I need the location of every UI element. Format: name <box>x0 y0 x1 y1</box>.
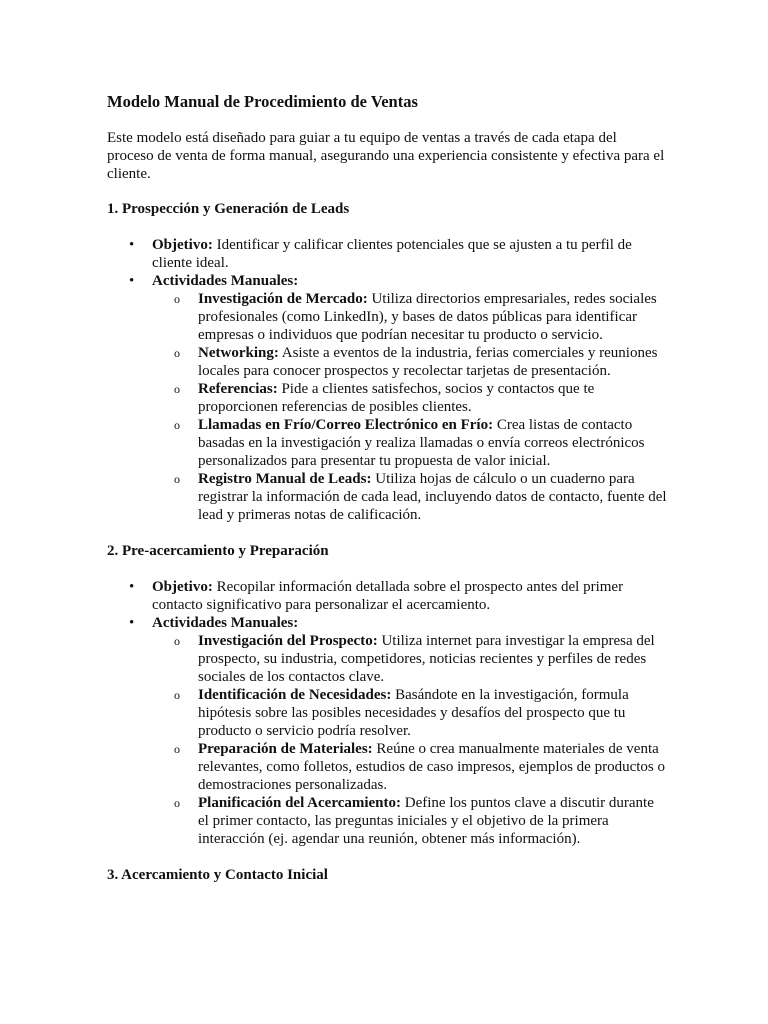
activity-item <box>152 380 667 416</box>
activity-item <box>152 794 667 848</box>
objective-text: Identificar y calificar clientes potenciales que se ajusten a tu perfil de cliente ideal. <box>152 237 632 271</box>
activity-text: Define los puntos clave a discutir durante el primer contacto, las preguntas iniciales y el objetivo de la primera interacción (ej. agendar una reunión, obtener más información). <box>198 795 654 847</box>
activity-text: Basándote en la investigación, formula hipótesis sobre las posibles necesidades y desafíos del prospecto que tu producto o servicio podría resolver. <box>198 687 629 739</box>
circle-bullet-icon: o <box>174 418 180 432</box>
circle-bullet-icon: o <box>174 742 180 756</box>
activity-label: Referencias: <box>198 381 278 397</box>
activity-text: Asiste a eventos de la industria, ferias comerciales y reuniones locales para conocer prospectos y recolectar tarjetas de presentación. <box>198 345 658 379</box>
activity-item <box>152 686 667 740</box>
activities-item <box>107 272 667 524</box>
objective-label: Objetivo: <box>152 579 213 595</box>
activity-item <box>152 740 667 794</box>
activity-item <box>152 416 667 470</box>
intro-paragraph: Este modelo está diseñado para guiar a tu equipo de ventas a través de cada etapa del proceso de venta de forma manual, asegurando una experiencia consistente y efectiva para el cliente. <box>107 130 665 182</box>
circle-bullet-icon: o <box>174 292 180 306</box>
bullet-dot-icon: • <box>129 237 135 253</box>
activity-label: Identificación de Necesidades: <box>198 687 392 703</box>
circle-bullet-icon: o <box>174 382 180 396</box>
activity-text: Utiliza directorios empresariales, redes sociales profesionales (como LinkedIn), y bases de datos públicas para identificar empresas o individuos que podrían necesitar tu producto o servicio. <box>198 291 657 343</box>
circle-bullet-icon: o <box>174 796 180 810</box>
section-heading-acercamiento: 3. Acercamiento y Contacto Inicial <box>107 867 328 883</box>
activity-label: Networking: <box>198 345 279 361</box>
activity-label: Registro Manual de Leads: <box>198 471 372 487</box>
bullet-dot-icon: • <box>129 579 135 595</box>
section-list-preacercamiento <box>107 578 667 848</box>
activities-list <box>152 290 667 524</box>
activity-label: Investigación del Prospecto: <box>198 633 378 649</box>
activity-label: Preparación de Materiales: <box>198 741 373 757</box>
circle-bullet-icon: o <box>174 472 180 486</box>
objective-label: Objetivo: <box>152 237 213 253</box>
activities-item <box>107 614 667 848</box>
activity-text: Crea listas de contacto basadas en la investigación y realiza llamadas o envía correos electrónicos personalizados para presentar tu propuesta de valor inicial. <box>198 417 645 469</box>
circle-bullet-icon: o <box>174 346 180 360</box>
objective-item <box>107 578 667 614</box>
objective-text: Recopilar información detallada sobre el prospecto antes del primer contacto significativo para personalizar el acercamiento. <box>152 579 624 613</box>
activity-item <box>152 470 667 524</box>
bullet-dot-icon: • <box>129 615 135 631</box>
activities-label: Actividades Manuales: <box>152 273 299 289</box>
section-heading-preacercamiento: 2. Pre-acercamiento y Preparación <box>107 543 329 559</box>
objective-item <box>107 236 667 272</box>
document-title: Modelo Manual de Procedimiento de Ventas <box>107 92 418 111</box>
bullet-dot-icon: • <box>129 273 135 289</box>
activity-text: Pide a clientes satisfechos, socios y contactos que te proporcionen referencias de posibles clientes. <box>198 381 595 415</box>
activity-text: Utiliza hojas de cálculo o un cuaderno para registrar la información de cada lead, incluyendo datos de contacto, fuente del lead y primeras notas de calificación. <box>198 471 667 523</box>
activities-label: Actividades Manuales: <box>152 615 299 631</box>
document-page <box>107 92 667 902</box>
section-heading-prospeccion: 1. Prospección y Generación de Leads <box>107 201 350 217</box>
activity-label: Investigación de Mercado: <box>198 291 368 307</box>
activity-text: Reúne o crea manualmente materiales de venta relevantes, como folletos, estudios de caso impresos, ejemplos de productos o demostraciones personalizadas. <box>198 741 665 793</box>
circle-bullet-icon: o <box>174 634 180 648</box>
activity-item <box>152 344 667 380</box>
activity-item <box>152 290 667 344</box>
section-list-prospeccion <box>107 236 667 524</box>
activities-list <box>152 632 667 848</box>
activity-item <box>152 632 667 686</box>
circle-bullet-icon: o <box>174 688 180 702</box>
activity-label: Planificación del Acercamiento: <box>198 795 402 811</box>
activity-label: Llamadas en Frío/Correo Electrónico en Frío: <box>198 417 494 433</box>
activity-text: Utiliza internet para investigar la empresa del prospecto, su industria, competidores, noticias recientes y perfiles de redes sociales de los contactos clave. <box>198 633 655 685</box>
